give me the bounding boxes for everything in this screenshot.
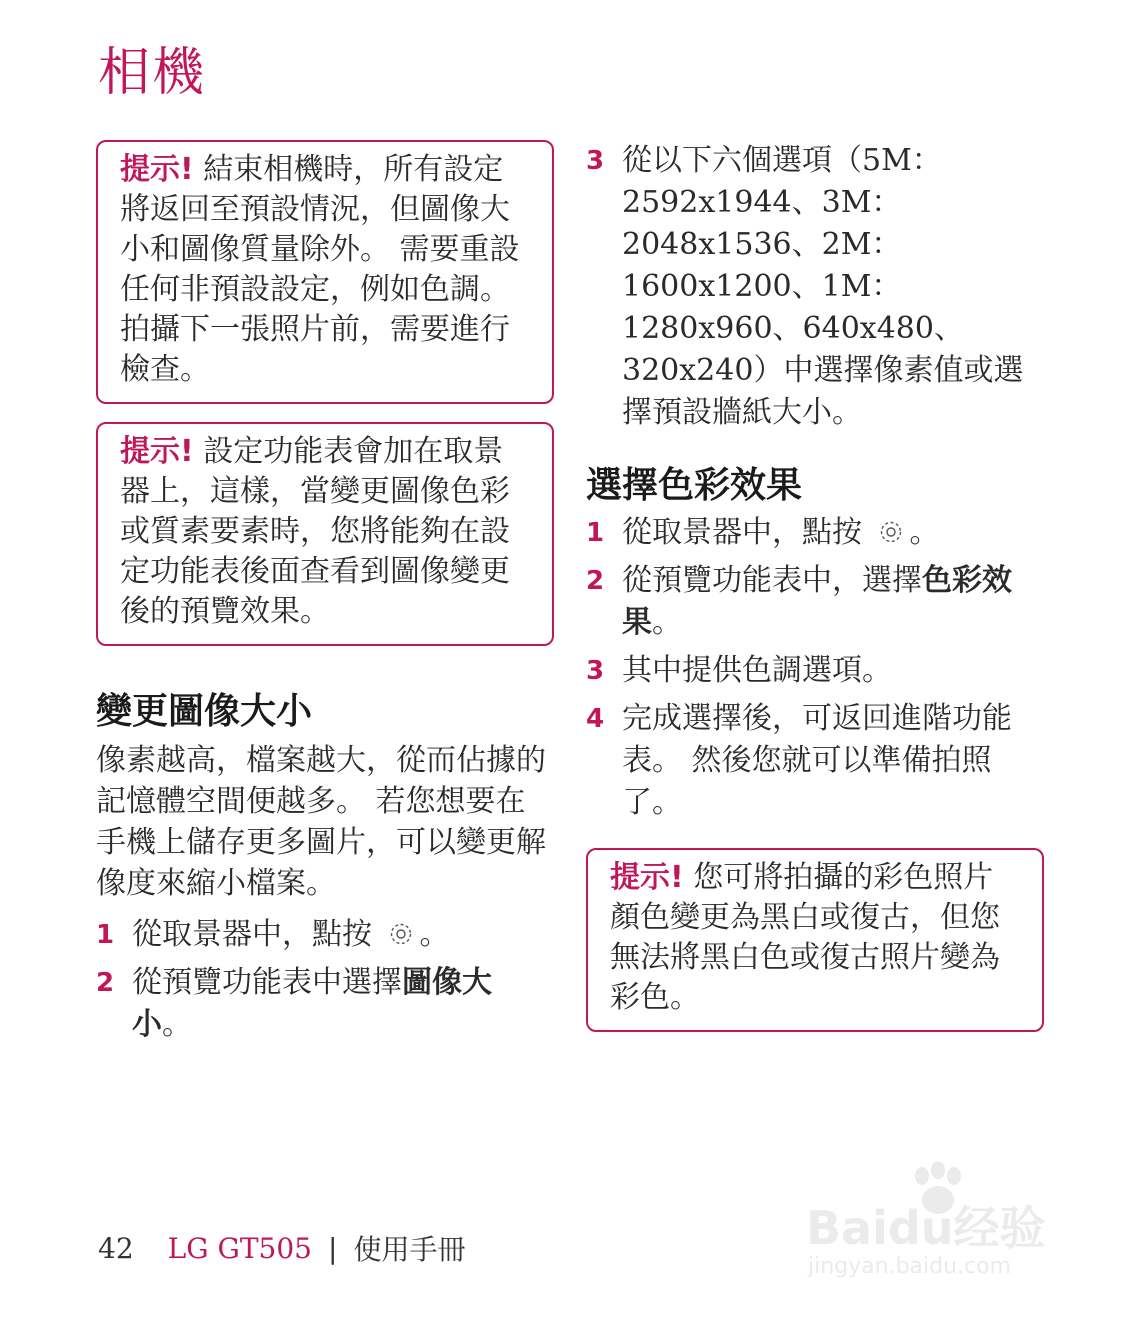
page-title: 相機 <box>98 43 207 103</box>
step-item <box>586 140 1044 434</box>
watermark-brand: Baidu经验 <box>806 1201 1046 1255</box>
tip-box-color-effect <box>586 848 1044 1032</box>
step-number: 2 <box>96 968 115 998</box>
step-number: 2 <box>586 566 605 596</box>
tip-label: 提示! <box>610 860 684 895</box>
tip-text: 您可將拍攝的彩色照片顏色變更為黑白或復古，但您無法將黑白色或復古照片變為彩色。 <box>610 860 1000 1015</box>
right-column <box>586 136 1044 1032</box>
step-text: 從預覽功能表中選擇圖像大小。 <box>132 965 492 1042</box>
step-item <box>586 512 1044 554</box>
step-text: 從以下六個選項（5M：2592x1944、3M：2048x1536、2M：1600x1200、1M：1280x960、640x480、320x240）中選擇像素值或選擇預設牆紙大小。 <box>622 143 1024 430</box>
watermark-logo <box>806 1162 1066 1282</box>
tip-label: 提示! <box>120 434 194 469</box>
tip-text: 結束相機時，所有設定將返回至預設情況，但圖像大小和圖像質量除外。 需要重設任何非預設設定，例如色調。拍攝下一張照片前，需要進行檢查。 <box>120 152 520 387</box>
tip-label: 提示! <box>120 152 194 187</box>
step-text: 從預覽功能表中，選擇色彩效果。 <box>622 563 1012 640</box>
page-number: 42 <box>98 1231 134 1265</box>
step-number: 3 <box>586 146 605 176</box>
footer-separator: | <box>328 1231 338 1265</box>
manual-title: 使用手冊 <box>353 1233 466 1266</box>
step-item <box>96 962 554 1046</box>
gear-icon <box>874 517 908 547</box>
step-text: 完成選擇後，可返回進階功能表。 然後您就可以準備拍照了。 <box>622 701 1012 820</box>
step-text: 其中提供色調選項。 <box>622 653 892 688</box>
page-footer <box>98 1228 465 1268</box>
section-body: 像素越高，檔案越大，從而佔據的記憶體空間便越多。 若您想要在手機上儲存更多圖片，可以變更解像度來縮小檔案。 <box>96 743 546 901</box>
gear-icon <box>384 919 418 949</box>
step-text: 從取景器中，點按 。 <box>622 515 940 550</box>
tip-box-settings-menu <box>96 422 554 646</box>
step-number: 1 <box>96 920 115 950</box>
section-heading-color-effect: 選擇色彩效果 <box>586 465 803 506</box>
step-number: 4 <box>586 704 605 734</box>
step-item <box>586 698 1044 824</box>
left-column <box>96 140 554 1052</box>
step-number: 1 <box>586 518 605 548</box>
step-item <box>96 914 554 956</box>
tip-box-reset <box>96 140 554 404</box>
watermark-url: jingyan.baidu.com <box>808 1254 1012 1279</box>
section-heading-image-size: 變更圖像大小 <box>96 691 313 732</box>
step-item <box>586 650 1044 692</box>
step-text: 從取景器中，點按 。 <box>132 917 450 952</box>
step-number: 3 <box>586 656 605 686</box>
step-item <box>586 560 1044 644</box>
tip-text: 設定功能表會加在取景器上，這樣，當變更圖像色彩或質素要素時，您將能夠在設定功能表後面查看到圖像變更後的預覽效果。 <box>120 434 510 629</box>
model-name: LG GT505 <box>167 1231 312 1265</box>
